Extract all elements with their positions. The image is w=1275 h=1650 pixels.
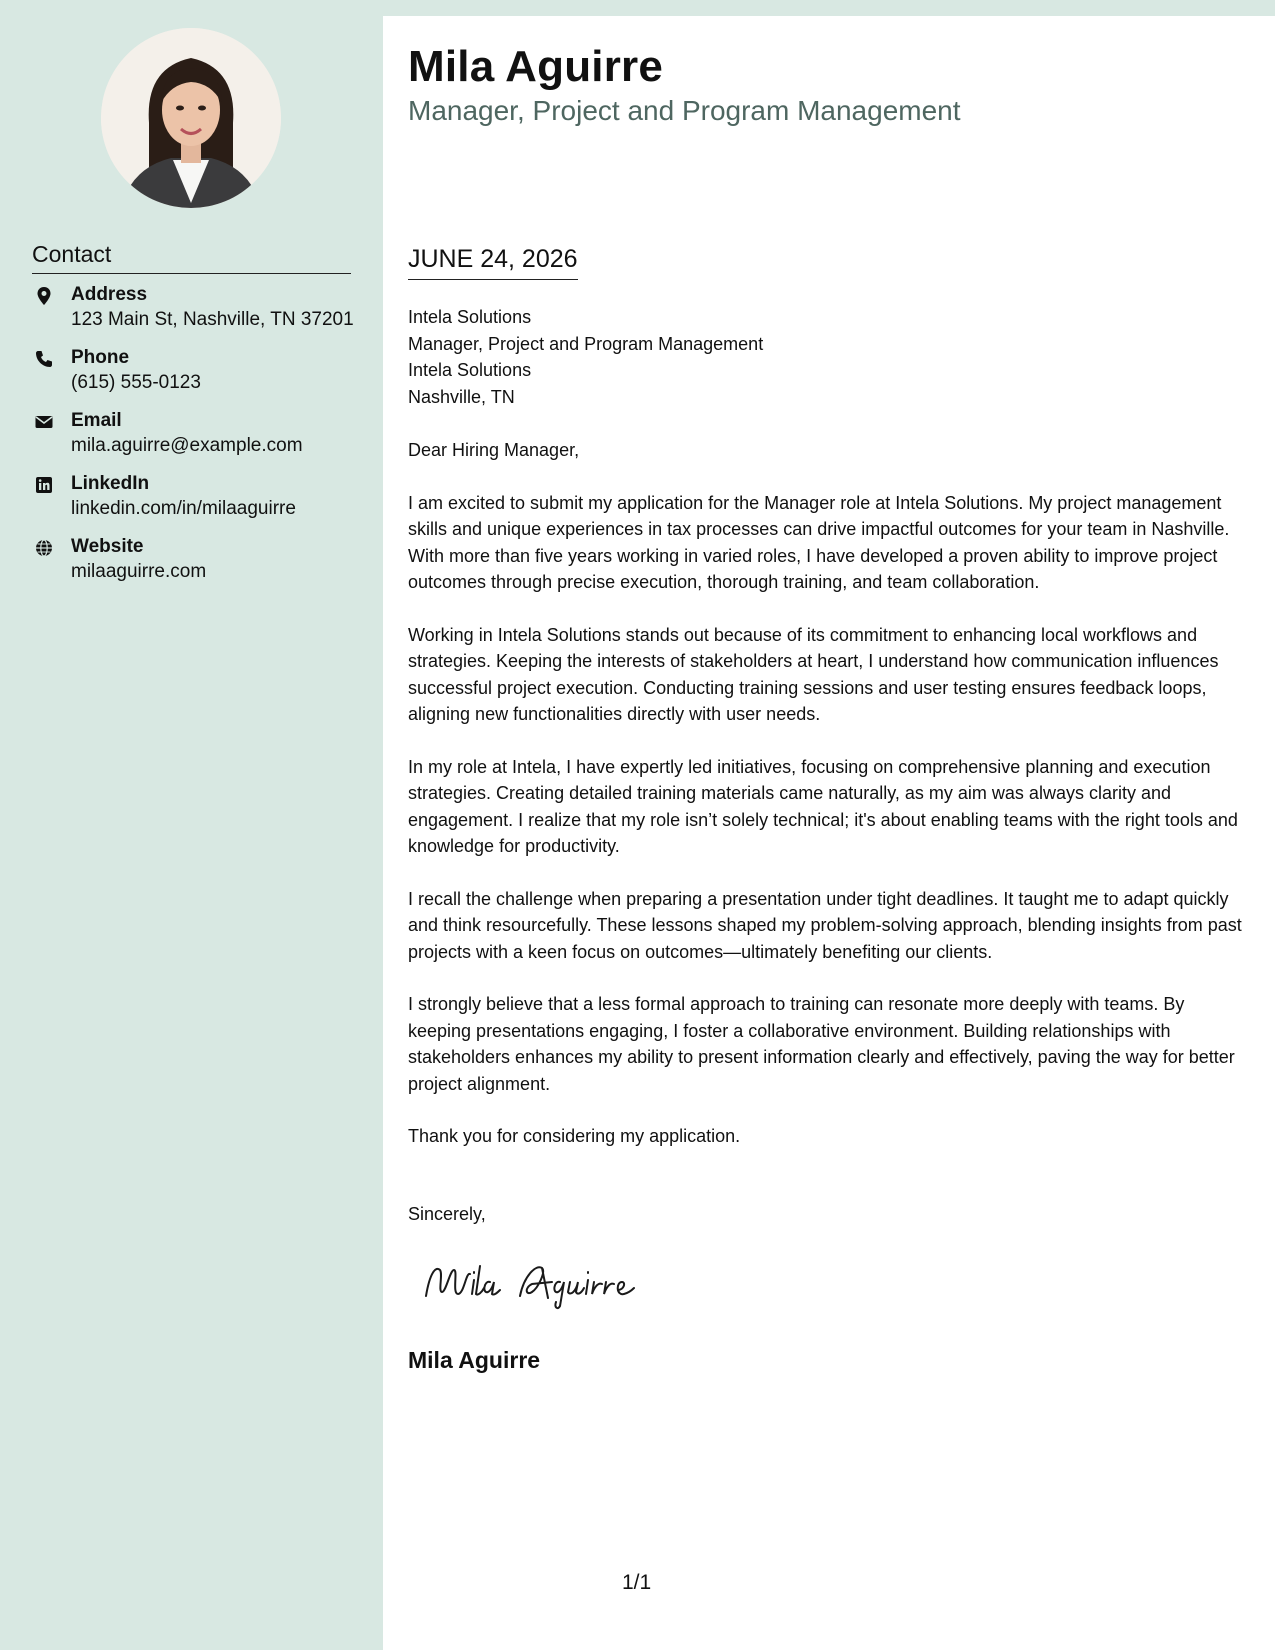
closing: Sincerely, [408, 1204, 486, 1224]
salutation: Dear Hiring Manager, [408, 440, 580, 460]
globe-icon [34, 538, 54, 558]
applicant-name: Mila Aguirre [408, 42, 664, 91]
email-value: mila.aguirre@example.com [71, 435, 303, 456]
contact-label: Phone [71, 347, 130, 368]
contact-label: LinkedIn [71, 473, 150, 494]
contact-label: Website [71, 536, 144, 557]
recipient-line: Intela Solutions [408, 307, 532, 327]
contact-website [32, 536, 362, 599]
signer-name: Mila Aguirre [408, 1347, 541, 1373]
recipient-block [408, 304, 763, 410]
page-number: 1/1 [622, 1571, 652, 1594]
paragraph: Thank you for considering my application. [408, 1126, 741, 1146]
contact-list [32, 284, 362, 599]
letter-content [408, 437, 1250, 1176]
signature-image [420, 1252, 670, 1312]
address-value: 123 Main St, Nashville, TN 37201 [71, 309, 354, 330]
contact-label: Address [71, 284, 148, 305]
contact-linkedin [32, 473, 362, 536]
paragraph: In my role at Intela, I have expertly led initiatives, focusing on comprehensive planning and execution strategies. Creating detailed training materials came naturally, as my aim was always clarity and engagement. I realize that my role isn’t solely technical; it's about enabling teams with the right tools and knowledge for productivity. [408, 756, 1238, 856]
recipient-line: Nashville, TN [408, 386, 515, 407]
website-value[interactable]: milaaguirre.com [71, 561, 207, 582]
paragraph: I strongly believe that a less formal approach to training can resonate more deeply with teams. By keeping presentations engaging, I foster a collaborative environment. Building relationships with stakeholders enhances my ability to present information clearly and effectively, paving the way for better project alignment. [408, 994, 1235, 1094]
applicant-title: Manager, Project and Program Management [408, 95, 961, 126]
contact-label: Email [71, 410, 122, 431]
phone-icon [34, 349, 54, 369]
profile-photo [101, 28, 281, 208]
contact-heading: Contact [32, 241, 351, 274]
contact-phone [32, 347, 362, 410]
envelope-icon [34, 412, 54, 432]
recipient-line: Intela Solutions [408, 360, 532, 380]
contact-email [32, 410, 362, 473]
sidebar [0, 0, 383, 1650]
linkedin-value[interactable]: linkedin.com/in/milaaguirre [71, 498, 296, 519]
letter-date: JUNE 24, 2026 [408, 245, 578, 280]
contact-address [32, 284, 362, 347]
phone-value: (615) 555-0123 [71, 372, 201, 393]
recipient-line: Manager, Project and Program Management [408, 333, 764, 354]
paragraph: I am excited to submit my application for the Manager role at Intela Solutions. My project management skills and unique experiences in tax processes can drive impactful outcomes for your team in Nashville. With more than five years working in varied roles, I have developed a proven ability to improve project outcomes through precise execution, thorough training, and team collaboration. [408, 492, 1230, 592]
paragraph: I recall the challenge when preparing a presentation under tight deadlines. It taught me to adapt quickly and think resourcefully. These lessons shaped my problem-solving approach, blending insights from past projects with a keen focus on outcomes—ultimately benefiting our clients. [408, 888, 1242, 962]
linkedin-icon [34, 475, 54, 495]
paragraph: Working in Intela Solutions stands out because of its commitment to enhancing local workflows and strategies. Keeping the interests of stakeholders at heart, I understand how communication influences successful project execution. Conducting training sessions and user testing ensures feedback loops, aligning new functionalities directly with user needs. [408, 624, 1219, 724]
map-pin-icon [34, 286, 54, 306]
